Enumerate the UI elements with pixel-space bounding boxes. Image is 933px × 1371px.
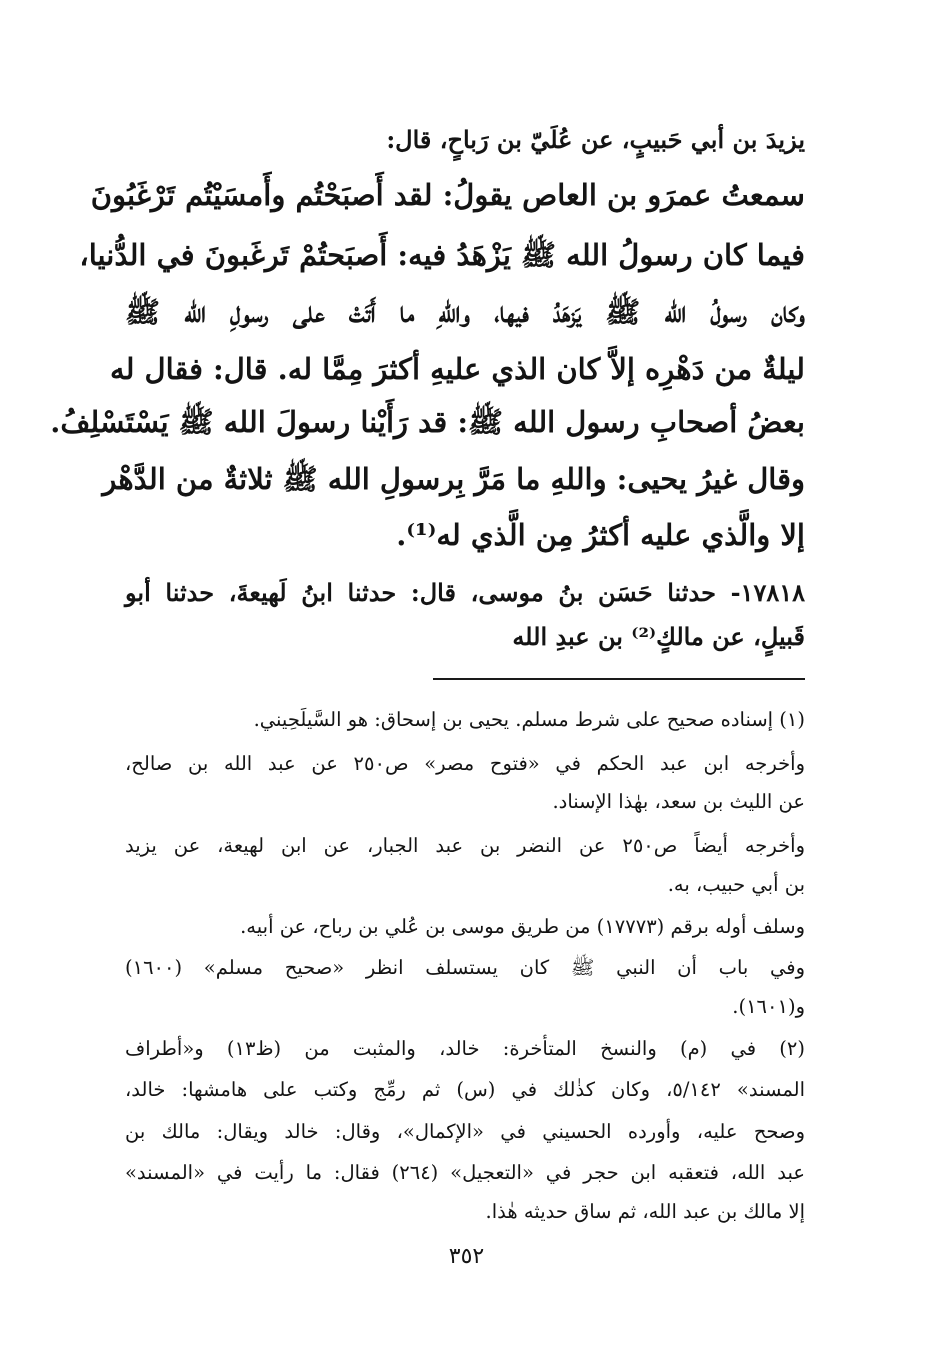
main-text-line: وكان رسولُ الله ﷺ يَزهَدُ فيها، واللهِ ما أَتَتْ على رسولِ الله ﷺ	[125, 295, 805, 329]
footnote-line: وسلف أوله برقم (١٧٧٧٣) من طريق موسى بن عُلي بن رباح، عن أبيه.	[240, 915, 805, 938]
main-text-line: إلا والَّذي عليه أكثرُ مِن الَّذي له⁽¹⁾.	[396, 518, 805, 552]
footnote-line: (٢) في (م) والنسخ المتأخرة: خالد، والمثبت من (ظ١٣) و«أطراف	[125, 1037, 806, 1060]
footnote-line: و(١٦٠١).	[732, 995, 805, 1018]
footnote-line: وصحح عليه، وأورده الحسيني في «الإكمال»، وقال: خالد ويقال: مالك بن	[125, 1120, 805, 1143]
footnote-separator	[433, 678, 805, 680]
footnote-line: (١) إسناده صحيح على شرط مسلم. يحيى بن إسحاق: هو السَّيلَحِيني.	[253, 708, 805, 731]
footnote-line: وأخرجه أيضاً ص٢٥٠ عن النضر بن عبد الجبار، عن ابن لهيعة، عن يزيد	[125, 834, 806, 857]
main-text-line: سمعتُ عمرَو بن العاص يقولُ: لقد أَصبَحْتُم وأَمسَيْتُم تَرْغَبُونَ	[90, 178, 805, 212]
footnote-line: عبد الله، فتعقبه ابن حجر في «التعجيل» (٢٦٤) فقال: ما رأيت في «المسند»	[125, 1161, 805, 1184]
hadith-line: ١٧٨١٨- حدثنا حَسَن بنُ موسى، قال: حدثنا ابنُ لَهيعةَ، حدثنا أبو	[125, 578, 805, 607]
footnote-line: إلا مالك بن عبد الله، ثم ساق حديثه هٰذا.	[485, 1200, 805, 1223]
main-text-line: يزيدَ بن أبي حَبيبٍ، عن عُلَيّ بن رَباحٍ، قال:	[386, 125, 805, 154]
footnote-line: وفي باب أن النبي ﷺ كان يستسلف انظر «صحيح مسلم» (١٦٠٠)	[125, 956, 805, 979]
footnote-line: عن الليث بن سعد، بهٰذا الإسناد.	[552, 790, 805, 813]
main-text-line: فيما كان رسولُ الله ﷺ يَزْهَدُ فيه: أَصبَحتُمْ تَرغَبونَ في الدُّنيا،	[79, 238, 805, 272]
main-text-line: وقال غيرُ يحيى: واللهِ ما مَرَّ بِرسولِ الله ﷺ ثلاثةٌ من الدَّهْر	[102, 462, 805, 496]
footnote-line: وأخرجه ابن عبد الحكم في «فتوح مصر» ص٢٥٠ عن عبد الله بن صالح،	[125, 752, 805, 775]
main-text-line: بعضُ أصحابِ رسول الله ﷺ: قد رَأَيْنا رسولَ الله ﷺ يَسْتَسْلِفُ.	[50, 405, 805, 439]
hadith-line: قَبيلٍ، عن مالكٍ⁽²⁾ بن عبدِ الله	[512, 622, 805, 651]
main-text-line: ليلةٌ من دَهْرِه إلاَّ كان الذي عليهِ أكثرَ مِمَّا له. قال: فقال له	[110, 352, 805, 386]
footnote-line: المسند» ٥/١٤٢، وكان كذٰلك في (س) ثم رمِّج وكتب على هامشها: خالد،	[125, 1078, 805, 1101]
page-number: ٣٥٢	[448, 1244, 485, 1269]
footnote-line: بن أبي حبيب، به.	[667, 873, 805, 896]
